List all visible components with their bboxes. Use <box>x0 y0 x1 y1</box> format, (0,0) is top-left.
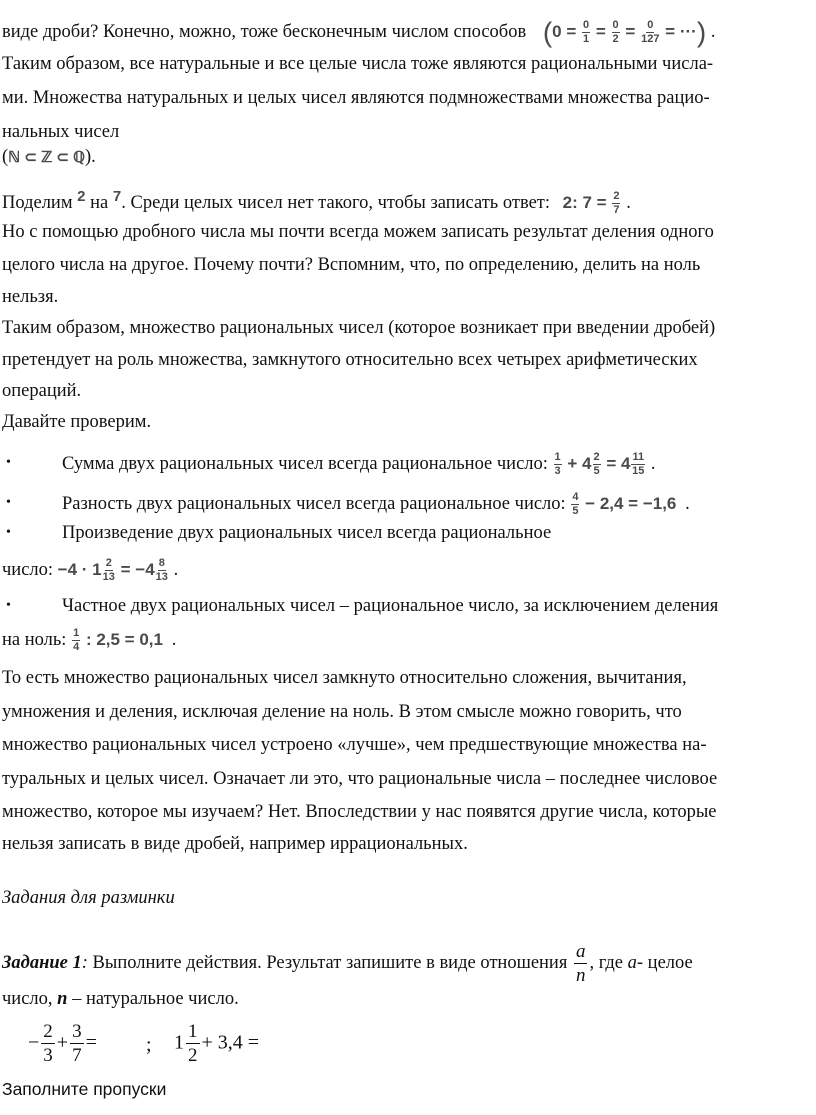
number-two: 2 <box>77 188 86 205</box>
paragraph-line: туральных и целых чисел. Означает ли это, что рациональные числа – последнее числовое <box>2 769 718 789</box>
task-label: Задание 1 <box>2 953 82 974</box>
task-1-line: Задание 1: Выполните действия. Результат запишите в виде отношения $\frac{a}{n}$ , где a- целое <box>2 941 693 986</box>
paragraph-line: нальных чисел <box>2 122 120 142</box>
bullet-item-quotient-cont: на ноль: $\frac{1}{4}$ : 2,5 = 0,1 . <box>2 627 177 653</box>
paragraph-line: целого числа на другое. Почему почти? Вспомним, что, по определению, делить на ноль <box>2 255 701 275</box>
task-1-line-2: число, n – натуральное число. <box>2 989 239 1009</box>
paragraph-line: множество рациональных чисел устроено «лучше», чем предшествующие множества на- <box>2 735 707 755</box>
paragraph-line: То есть множество рациональных чисел замкнуто относительно сложения, вычитания, <box>2 668 687 688</box>
paragraph-line: нельзя записать в виде дробей, например иррациональных. <box>2 834 468 854</box>
text: виде дроби? Конечно, можно, тоже бесконечным числом способов <box>2 21 527 42</box>
paragraph-line: множество, которое мы изучаем? Нет. Впоследствии у нас появятся другие числа, которые <box>2 802 717 822</box>
number-seven: 7 <box>112 188 122 205</box>
bullet-glyph: • <box>6 495 11 510</box>
formula-division: 2: 7 = $\frac{2}{7}$ <box>562 190 620 217</box>
paragraph-line: Давайте проверим. <box>2 412 152 432</box>
exercise-1: − $\frac{2}{3}$ + $\frac{3}{7}$ = <box>28 1021 97 1066</box>
formula-subset: ℕ ⊂ ℤ ⊂ ℚ <box>8 149 85 166</box>
paragraph-line <box>2 16 716 48</box>
formula-difference: $\frac{4}{5}$ − 2,4 = −1,6 <box>572 491 677 517</box>
bullet-item-product: Произведение двух рациональных чисел всегда рациональное <box>62 523 552 543</box>
paragraph-line: операций. <box>2 381 82 401</box>
bullet-item-difference: Разность двух рациональных чисел всегда рациональное число: $\frac{4}{5}$ − 2,4 = −1,6 . <box>62 491 690 517</box>
formula-product: −4 · 1 $\frac{2}{13}$ = −4 $\frac{8}{13}$ <box>57 557 168 583</box>
paragraph-line: Поделим $^2$ на $^7$. Среди целых чисел нет такого, чтобы записать ответ: 2: 7 = $\frac{2}{7}$ . <box>2 188 631 217</box>
fraction-a-over-n: $\frac{a}{n}$ <box>575 941 586 986</box>
formula-sum: $\frac{1}{3}$ + 4 $\frac{2}{5}$ = 4 $\frac{11}{15}$ <box>554 451 645 477</box>
paragraph-line: умножения и деления, исключая деление на ноль. В этом смысле можно говорить, что <box>2 702 682 722</box>
paragraph-line: (ℕ ⊂ ℤ ⊂ ℚ). <box>2 147 96 167</box>
paragraph-line: нельзя. <box>2 287 59 307</box>
paragraph-line: Таким образом, множество рациональных чисел (которое возникает при введении дробей) <box>2 318 716 338</box>
bullet-item-sum: Сумма двух рациональных чисел всегда рациональное число: $\frac{1}{3}$ + 4 $\frac{2}{5}$ = 4 $\frac{11}{15}$ . <box>62 451 656 477</box>
fill-blanks-heading: Заполните пропуски <box>2 1079 167 1099</box>
formula-quotient: $\frac{1}{4}$ : 2,5 = 0,1 <box>73 627 163 653</box>
bullet-item-quotient: Частное двух рациональных чисел – рациональное число, за исключением деления <box>62 596 719 616</box>
paragraph-line: ми. Множества натуральных и целых чисел являются подмножествами множества рацио- <box>2 88 710 108</box>
paragraph-line: Таким образом, все натуральные и все целые числа тоже являются рациональными числа- <box>2 54 714 74</box>
formula-zero-fractions: (0 = $\frac{0}{1}$ = $\frac{0}{2}$ = $\frac{0}{127}$ = ···) <box>542 16 707 48</box>
bullet-glyph: • <box>6 598 11 613</box>
exercise-2: 1 $\frac{1}{2}$ + 3,4 = <box>174 1021 260 1066</box>
paragraph-line: Но с помощью дробного числа мы почти всегда можем записать результат деления одного <box>2 222 714 242</box>
section-heading: Задания для разминки <box>2 888 175 908</box>
bullet-item-product-cont: число: −4 · 1 $\frac{2}{13}$ = −4 $\frac{8}{13}$ . <box>2 557 179 583</box>
bullet-glyph: • <box>6 525 11 540</box>
text: . <box>710 21 716 42</box>
paragraph-line: претендует на роль множества, замкнутого относительно всех четырех арифметических <box>2 350 698 370</box>
bullet-glyph: • <box>6 455 11 470</box>
exercise-separator: ; <box>146 1034 152 1056</box>
